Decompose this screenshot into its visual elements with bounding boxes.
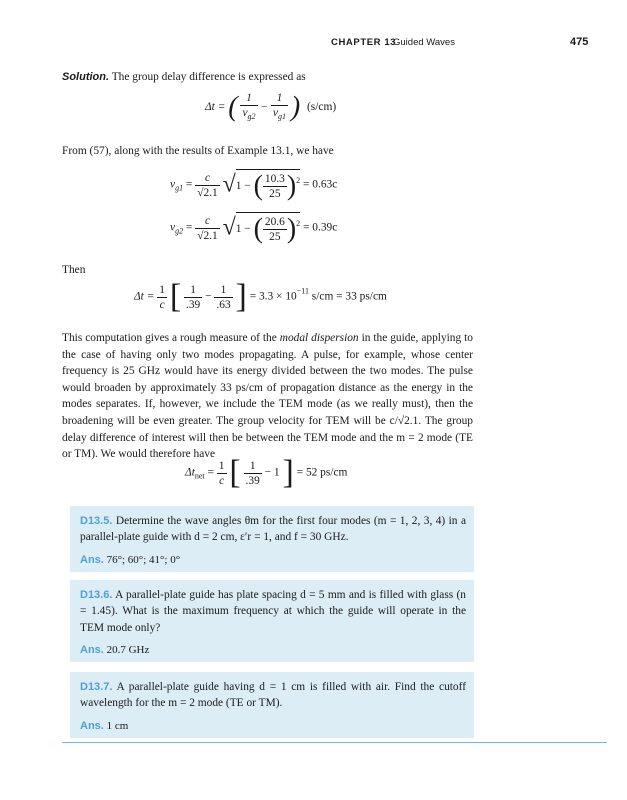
- equation-vg2: $v_{g2}$ = $\frac{c}{√2.1}$ √1 − ( $\frac{20.6}{25}$ )$^2$ = 0.39c: [170, 213, 338, 245]
- eq4-result2: s/cm = 33 ps/cm: [308, 290, 387, 303]
- chapter-label: CHAPTER 13: [331, 37, 397, 48]
- eq1-d2s: g1: [277, 112, 286, 121]
- eq5-cn: 1: [218, 459, 225, 472]
- answer-label: Ans.: [80, 553, 104, 566]
- eq5-result: = 52 ps/cm: [296, 466, 348, 479]
- equation-vg1: $v_{g1}$ = $\frac{c}{√2.1}$ √1 − ( $\frac{10.3}{25}$ )$^2$ = 0.63c: [170, 170, 338, 202]
- eq4-an: 1: [190, 283, 196, 296]
- eq5-minus1: − 1: [264, 466, 280, 479]
- drill-answer: [80, 644, 466, 656]
- eq3-result: = 0.39c: [303, 221, 338, 234]
- eq2-exp: 2: [296, 176, 301, 186]
- body-p1: This computation gives a rough measure of the: [62, 332, 280, 344]
- eq1-n1: 1: [246, 92, 252, 104]
- drill-question: [80, 587, 466, 636]
- body-paragraph: [62, 330, 473, 463]
- equation-delta-t: Δt = $\frac{1}{c}$ [ $\frac{1}{.39}$ − $\frac{1}{.63}$ ] = $3.3 \times 10^{-11}$ s/cm = 33 ps/cm: [134, 278, 387, 315]
- eq3-exp: 2: [296, 219, 301, 229]
- eq5-lhs-sub: net: [194, 471, 205, 481]
- eq3-lhs: v: [170, 221, 176, 234]
- eq2-num: c: [204, 171, 210, 184]
- solution-label: Solution.: [62, 71, 110, 83]
- drill-question-text: A parallel-plate guide has plate spacing d = 5 mm and is filled with glass (n = 1.45). What is the maximum frequency at which the guide will operate in the TEM mode only?: [80, 589, 467, 634]
- eq1-d2: v: [272, 107, 278, 119]
- drill-d13-6: [70, 580, 474, 662]
- drill-question: [80, 513, 466, 546]
- eq4-exp: −11: [296, 286, 309, 296]
- eq2-eq: =: [185, 178, 193, 191]
- eq3-den: √2.1: [197, 229, 218, 242]
- from-text: From (57), along with the results of Example 13.1, we have: [62, 145, 334, 157]
- eq1-unit: (s/cm): [307, 101, 337, 114]
- eq2-result: = 0.63c: [303, 178, 338, 191]
- eq5-eq: =: [207, 466, 214, 479]
- eq4-cd: c: [157, 297, 167, 312]
- eq1-n2: 1: [276, 92, 283, 104]
- drill-answer: [80, 554, 466, 566]
- answer-text: 20.7 GHz: [106, 644, 150, 657]
- drill-tag: D13.7.: [80, 681, 113, 693]
- eq3-num: c: [204, 214, 210, 227]
- drill-question-text: A parallel-plate guide having d = 1 cm is filled with air. Find the cutoff wavelength for the m = 2 mode (TE or TM).: [80, 681, 466, 710]
- eq5-an: 1: [249, 459, 256, 472]
- eq5-cd: c: [217, 473, 227, 488]
- eq2-one: 1 −: [235, 180, 251, 193]
- solution-intro: [62, 69, 473, 86]
- chapter-title: Guided Waves: [393, 37, 455, 48]
- eq2-fden: 25: [263, 186, 287, 201]
- equation-delta-t-net: $\Delta t_{net}$ = $\frac{1}{c}$ [ $\frac{1}{.39}$ − 1 ] = 52 ps/cm: [185, 454, 348, 491]
- answer-text: 76°; 60°; 41°; 0°: [106, 553, 181, 566]
- equation-delay: Δt = ( $\frac{1}{v_{g2}}$ − $\frac{1}{v_{g1}}$ ) (s/cm): [205, 91, 337, 123]
- eq3-fden: 25: [263, 229, 287, 244]
- running-header: [0, 37, 627, 51]
- eq2-den: √2.1: [197, 186, 218, 199]
- eq4-cn: 1: [159, 283, 165, 296]
- eq3-one: 1 −: [235, 223, 251, 236]
- eq4-minus: −: [205, 290, 212, 303]
- body-p2: in the guide, applying to the case of having only two modes propagating. A pulse, for example, whose center frequency is 25 GHz would have its energy divided between the two modes. The pulse would broaden by approximately 33 ps/cm of propagation distance as the energy in the modes separates. If, however, we include the TEM mode (as we really must), then the broadening will be even greater. The group velocity for TEM will be c/√2.1. The group delay difference of interest will then be between the TEM mode and the m = 2 mode (TE or TM). We would therefore have: [62, 332, 473, 461]
- drill-tag: D13.5.: [80, 515, 113, 527]
- drill-question: [80, 679, 466, 712]
- eq3-eq: =: [185, 221, 193, 234]
- eq4-result: = 3.3 × 10: [249, 290, 297, 303]
- eq5-ad: .39: [245, 474, 260, 487]
- answer-label: Ans.: [80, 719, 104, 732]
- drill-question-text: Determine the wave angles θm for the first four modes (m = 1, 2, 3, 4) in a parallel-plate guide with d = 2 cm, ε′r = 1, and f = 30 GHz.: [80, 515, 466, 544]
- page-number: 475: [570, 36, 589, 48]
- eq2-lhs-sub: g1: [175, 183, 184, 193]
- answer-text: 1 cm: [106, 719, 129, 732]
- answer-label: Ans.: [80, 644, 104, 657]
- eq4-ad: .39: [186, 298, 201, 311]
- drill-d13-7: [70, 672, 474, 738]
- eq3-fnum: 20.6: [264, 216, 285, 228]
- eq1-lhs: Δt =: [205, 101, 226, 114]
- drill-answer: [80, 720, 466, 732]
- eq4-bn: 1: [220, 283, 227, 296]
- bottom-rule: [62, 742, 607, 743]
- then-text: Then: [62, 264, 86, 276]
- body-emphasis: modal dispersion: [279, 332, 359, 344]
- drill-tag: D13.6.: [80, 589, 113, 601]
- eq2-lhs: v: [170, 178, 176, 191]
- drill-d13-5: [70, 506, 474, 572]
- eq4-lhs: Δt =: [134, 290, 155, 303]
- eq3-lhs-sub: g2: [175, 226, 184, 236]
- eq1-d1: v: [242, 107, 248, 119]
- eq2-fnum: 10.3: [264, 173, 285, 185]
- solution-text: The group delay difference is expressed as: [111, 71, 306, 83]
- eq4-bd: .63: [216, 298, 231, 311]
- eq1-d1s: g2: [247, 112, 256, 121]
